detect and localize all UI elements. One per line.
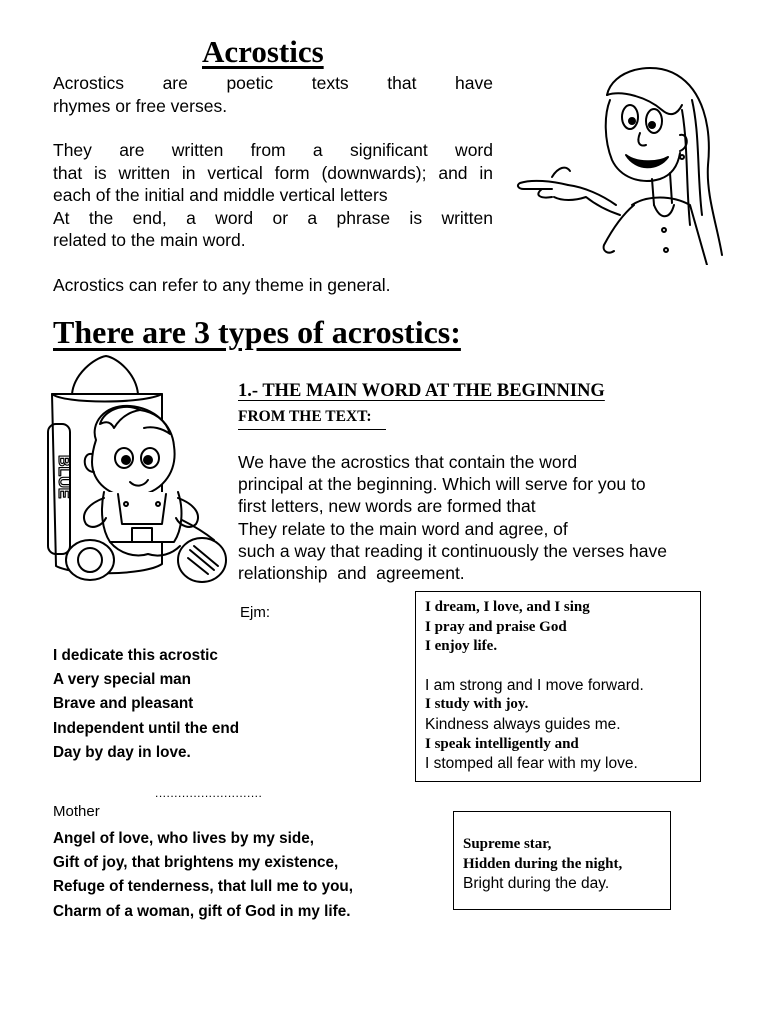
box-line: I enjoy life. [425, 638, 498, 655]
poem-line: Gift of joy, that brightens my existence, [53, 854, 339, 872]
example-label: Ejm: [240, 604, 270, 621]
description-line: We have the acrostics that contain the word [238, 452, 578, 472]
page-title: Acrostics [202, 34, 324, 69]
example-box-1 [415, 591, 701, 782]
intro-line: Acrostics are poetic texts that have [53, 73, 493, 93]
description-line: first letters, new words are formed that [238, 496, 536, 517]
section1-heading: 1.- THE MAIN WORD AT THE BEGINNING [238, 381, 605, 401]
box-line: I study with joy. [425, 696, 529, 713]
box-line: I am strong and I move forward. [425, 676, 644, 694]
father-acrostic-poem [53, 644, 239, 765]
box-line: I stomped all fear with my love. [425, 755, 638, 773]
mother-label: Mother [53, 803, 100, 820]
mother-acrostic-poem [53, 827, 353, 924]
girl-pointing-illustration [512, 55, 734, 265]
intro-paragraph-3 [53, 274, 493, 297]
intro-line: that is written in vertical form (downwards); and in [53, 162, 493, 183]
description-line: relationship and agreement. [238, 563, 465, 584]
description-line: such a way that reading it continuously the verses have [238, 540, 667, 561]
intro-paragraph-1 [53, 72, 493, 117]
types-heading: There are 3 types of acrostics: [53, 314, 461, 350]
poem-line: A very special man [53, 671, 192, 689]
box-line: I speak intelligently and [425, 735, 579, 752]
dotted-separator: ............................ [155, 786, 263, 800]
section1-description [238, 451, 667, 584]
example-box-2 [453, 811, 671, 910]
box-line: Kindness always guides me. [425, 715, 621, 733]
poem-line: Independent until the end [53, 719, 240, 737]
poem-line: I dedicate this acrostic [53, 647, 218, 664]
box-line: Supreme star, [463, 836, 552, 852]
box-line: I dream, I love, and I sing [425, 599, 590, 615]
boy-with-toy-blocks-illustration [44, 354, 234, 594]
intro-line: At the end, a word or a phrase is written [53, 207, 493, 228]
section1-subheading: FROM THE TEXT: [238, 408, 372, 425]
svg-text:BLUE: BLUE [55, 455, 72, 499]
poem-line: Charm of a woman, gift of God in my life. [53, 902, 351, 920]
intro-paragraph-2 [53, 139, 493, 252]
poem-line: Angel of love, who lives by my side, [53, 830, 314, 847]
poem-line: Day by day in love. [53, 743, 191, 761]
box-line: Hidden during the night, [463, 856, 623, 872]
intro-line: Acrostics can refer to any theme in general. [53, 275, 391, 295]
description-line: principal at the beginning. Which will serve for you to [238, 474, 646, 495]
intro-line: They are written from a significant word [53, 140, 493, 160]
subheading-underline [238, 429, 386, 430]
intro-line: each of the initial and middle vertical letters [53, 185, 388, 205]
poem-line: Refuge of tenderness, that lull me to you, [53, 878, 354, 896]
poem-line: Brave and pleasant [53, 695, 194, 713]
intro-line: related to the main word. [53, 230, 246, 250]
box-line: I pray and praise God [425, 618, 567, 635]
description-line: They relate to the main word and agree, of [238, 518, 568, 539]
box-line: Bright during the day. [463, 875, 610, 892]
intro-line: rhymes or free verses. [53, 95, 228, 116]
